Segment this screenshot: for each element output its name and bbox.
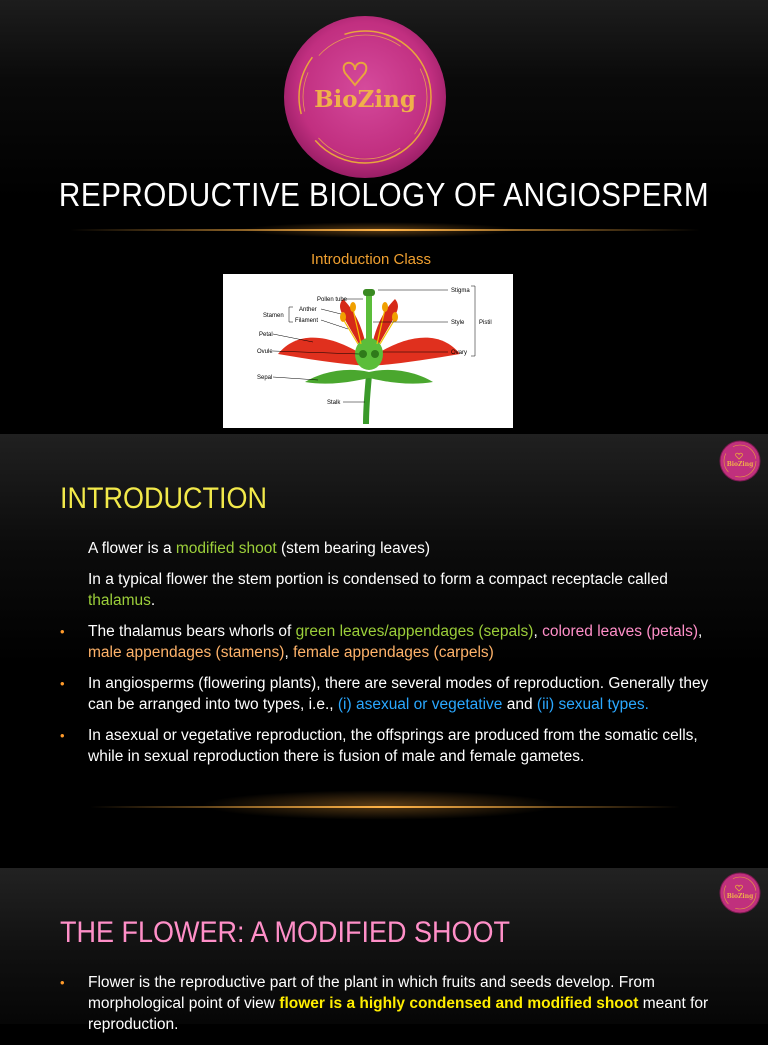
label-petal: Petal [259, 332, 273, 338]
ovule-shape-2 [371, 350, 379, 358]
flower-diagram [223, 274, 513, 428]
label-stigma: Stigma [451, 288, 470, 294]
stigma-shape [363, 289, 375, 296]
bullet-asexual: • In asexual or vegetative reproduction, the offsprings are produced from the somatic cells, while in sexual reproduction there is fusion of male and female gametes. [60, 725, 720, 767]
label-style: Style [451, 320, 465, 326]
anther-2 [392, 312, 398, 322]
style-shape [366, 294, 372, 344]
label-filament: Filament [295, 318, 319, 324]
paragraph-thalamus: In a typical flower the stem portion is condensed to form a compact receptacle called thalamus. [88, 571, 668, 609]
bottom-glow [200, 790, 560, 820]
sepal-left [305, 370, 369, 384]
anther-4 [382, 302, 388, 312]
title-underline [70, 229, 700, 231]
sepal-right [369, 370, 433, 384]
biozing-logo [283, 15, 447, 179]
flower-slide [0, 868, 768, 1033]
label-ovary: Ovary [451, 350, 468, 356]
bottom-line [90, 806, 680, 808]
flower-content [60, 972, 720, 1045]
bullet-reproductive-part: • Flower is the reproductive part of the plant in which fruits and seeds develop. From morphological point of view flower is a highly condensed and modified shoot meant for reproduction. [60, 972, 720, 1035]
label-ovule: Ovule [257, 349, 273, 355]
anther-1 [340, 312, 346, 322]
label-pollen-tube: Pollen tube [317, 297, 348, 303]
bullet-modes: • In angiosperms (flowering plants), there are several modes of reproduction. Generally they can be arranged into two types, i.e., (i) asexual or vegetative and (ii) sexual types. [60, 673, 720, 715]
ovule-shape [359, 350, 367, 358]
introduction-slide [0, 434, 768, 866]
label-stamen: Stamen [263, 313, 284, 319]
label-anther: Anther [299, 307, 317, 313]
label-sepal: Sepal [257, 375, 273, 381]
paragraph-modified-shoot: A flower is a modified shoot (stem bearing leaves) [88, 540, 431, 557]
biozing-logo-small [719, 872, 761, 914]
anther-3 [350, 302, 356, 312]
title-slide [0, 0, 768, 432]
biozing-logo-small [719, 440, 761, 482]
label-pistil: Pistil [479, 320, 492, 326]
label-stalk: Stalk [327, 400, 341, 406]
section-heading: THE FLOWER: A MODIFIED SHOOT [60, 916, 511, 949]
section-heading: INTRODUCTION [60, 482, 267, 515]
bullet-whorls: • The thalamus bears whorls of green leaves/appendages (sepals), colored leaves (petals), male appendages (stamens), female appendages (carpels) [60, 621, 720, 663]
logo-text: BioZing [314, 86, 416, 113]
slide-title: REPRODUCTIVE BIOLOGY OF ANGIOSPERM [58, 176, 710, 213]
logo-text: BioZing [726, 893, 754, 900]
slide-subtitle: Introduction Class [310, 251, 432, 268]
intro-content [60, 538, 720, 777]
stalk-shape [366, 374, 369, 424]
logo-text: BioZing [726, 461, 754, 468]
